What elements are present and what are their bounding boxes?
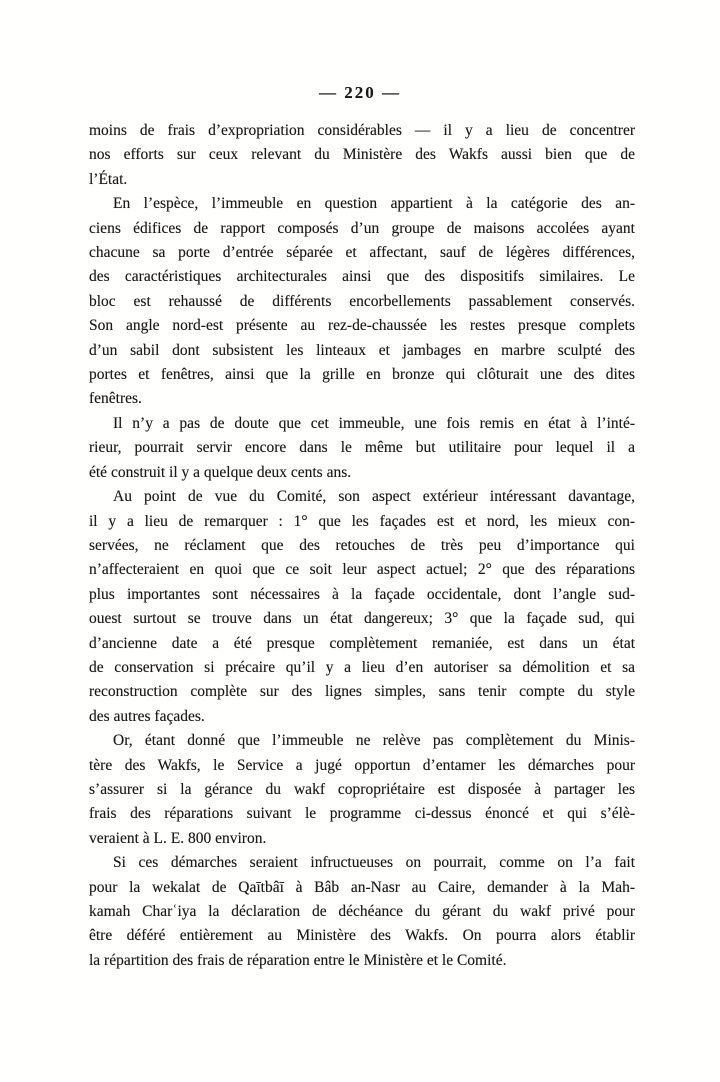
paragraph	[89, 119, 635, 192]
text-line: Or, étant donné que l’immeuble ne relève pas complètement du Minis-	[113, 732, 635, 750]
text-line: n’affecteraient en quoi que ce soit leur aspect actuel; 2° que des réparations	[89, 561, 635, 579]
text-line: ciens édifices de rapport composés d’un groupe de maisons accolées ayant	[89, 219, 635, 237]
paragraph	[89, 851, 635, 973]
text-line: reconstruction complète sur des lignes simples, sans tenir compte du style	[89, 683, 635, 701]
text-line: Son angle nord-est présente au rez-de-chaussée les restes presque complets	[89, 317, 635, 335]
text-line: En l’espèce, l’immeuble en question appartient à la catégorie des an-	[113, 195, 635, 213]
text-block	[89, 119, 635, 973]
text-line: Il n’y a pas de doute que cet immeuble, une fois remis en état à l’inté-	[113, 414, 635, 432]
text-line: des caractéristiques architecturales ainsi que des dispositifs similaires. Le	[89, 268, 635, 286]
text-line: fenêtres.	[89, 390, 142, 408]
text-line: ouest surtout se trouve dans un état dangereux; 3° que la façade sud, qui	[89, 610, 635, 628]
text-line: il y a lieu de remarquer : 1° que les façades est et nord, les mieux con-	[89, 512, 635, 530]
text-line: kamah Charʿiya la déclaration de déchéance du gérant du wakf privé pour	[89, 903, 635, 920]
page-number: — 220 —	[319, 83, 401, 102]
text-line: rieur, pourrait servir encore dans le même but utilitaire pour lequel il a	[89, 439, 635, 457]
text-line: bloc est rehaussé de différents encorbellements passablement conservés.	[89, 292, 635, 310]
text-line: chacune sa porte d’entrée séparée et affectant, sauf de légères différences,	[89, 244, 635, 262]
text-line: veraient à L. E. 800 environ.	[89, 829, 267, 847]
text-line: servées, ne réclament que des retouches de très peu d’importance qui	[89, 536, 635, 554]
text-line: de conservation si précaire qu’il y a lieu d’en autoriser sa démolition et sa	[89, 658, 635, 676]
paragraph	[89, 192, 635, 412]
text-line: d’ancienne date a été presque complètement remaniée, est dans un état	[89, 634, 635, 652]
paragraph	[89, 485, 635, 729]
text-line: être déféré entièrement au Ministère des Wakfs. On pourra alors établir	[89, 927, 635, 945]
text-line: frais des réparations suivant le programme ci-dessus énoncé et qui s’élè-	[89, 805, 635, 823]
text-line: Si ces démarches seraient infructueuses on pourrait, comme on l’a fait	[113, 854, 635, 872]
paragraph	[89, 412, 635, 485]
text-line: Au point de vue du Comité, son aspect extérieur intéressant davantage,	[113, 488, 635, 506]
text-line: l’État.	[89, 170, 128, 188]
text-line: des autres façades.	[89, 707, 205, 725]
paragraph	[89, 729, 635, 851]
text-line: tère des Wakfs, le Service a jugé opportun d’entamer les démarches pour	[89, 756, 635, 774]
text-line: moins de frais d’expropriation considérables — il y a lieu de concentrer	[89, 122, 635, 139]
text-line: s’assurer si la gérance du wakf copropriétaire est disposée à partager les	[89, 780, 635, 798]
text-line: été construit il y a quelque deux cents ans.	[89, 463, 352, 481]
text-line: portes et fenêtres, ainsi que la grille en bronze qui clôturait une des dites	[89, 366, 635, 384]
text-line: la répartition des frais de réparation entre le Ministère et le Comité.	[89, 951, 507, 969]
text-line: nos efforts sur ceux relevant du Ministère des Wakfs aussi bien que de	[89, 146, 635, 164]
text-line: pour la wekalat de Qaītbâī à Bâb an-Nasr au Caire, demander à la Mah-	[89, 878, 635, 896]
text-line: d’un sabil dont subsistent les linteaux et jambages en marbre sculpté des	[89, 341, 635, 359]
text-line: plus importantes sont nécessaires à la façade occidentale, dont l’angle sud-	[89, 585, 635, 603]
